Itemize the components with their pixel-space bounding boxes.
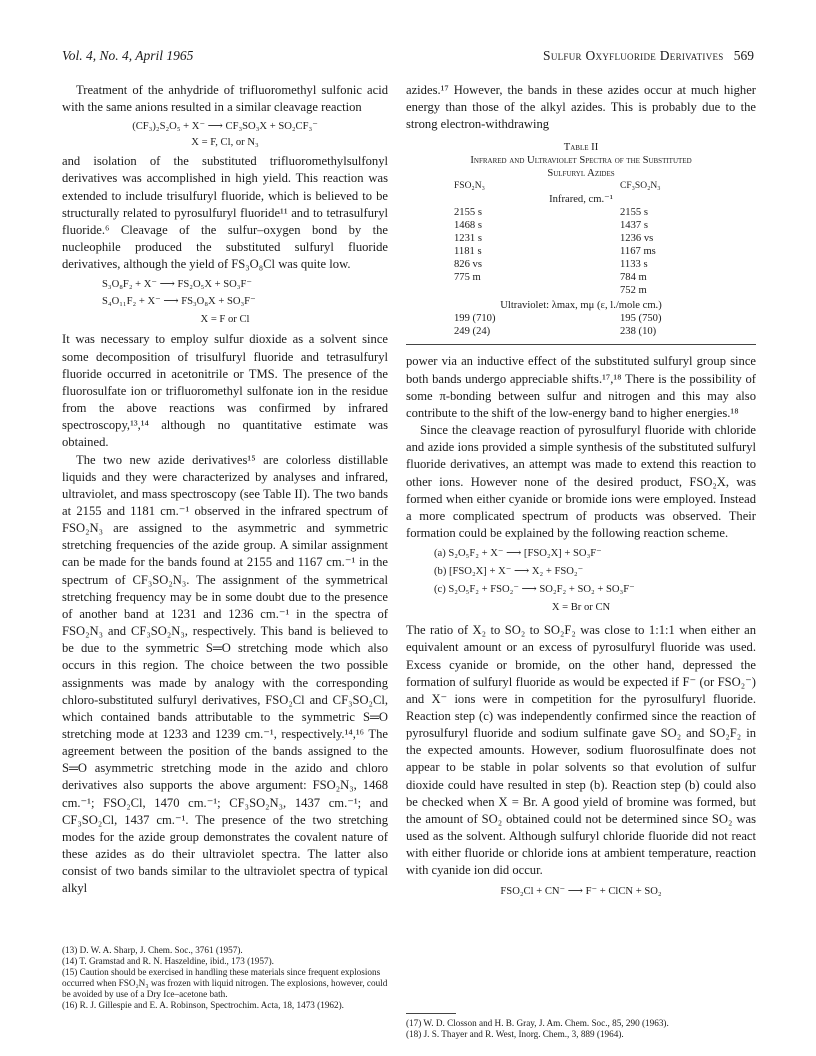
table-label: Table II	[563, 142, 599, 154]
table-uv-rows	[406, 312, 756, 338]
running-head-title	[543, 48, 754, 64]
equation: (b) [FSO₂X] + X⁻ ⟶ X₂ + FSO₂⁻	[434, 566, 584, 578]
equation-condition: X = Br or CN	[551, 602, 611, 614]
table-cell: 784 m	[620, 272, 647, 284]
column-header: CF₃SO₂N₃	[620, 181, 661, 192]
equation: (CF₃)₂S₂O₅ + X⁻ ⟶ CF₃SO₃X + SO₂CF₃⁻	[132, 121, 318, 133]
footnote-rule	[406, 1013, 456, 1014]
table-row	[406, 245, 756, 258]
equation: (a) S₂O₅F₂ + X⁻ ⟶ [FSO₂X] + SO₃F⁻	[434, 548, 602, 560]
table-row	[406, 219, 756, 232]
paragraph: The ratio of X₂ to SO₂ to SO₂F₂ was close to 1:1:1 when either an equivalent amount or an excess of pyrosulfuryl fluoride was used. Excess cyanide or bromide, on the other hand, depressed the formation of sulfuryl fluoride as would be expected if F⁻ (or FSO₂⁻) and X⁻ ions were in competition for the pyrosulfuryl fluoride. Reaction step (c) was independently confirmed since the reaction of pyrosulfuryl fluoride and sodium sulfinate gave SO₂ and SO₂F₂ in the expected amounts. However, sodium fluorosulfinate does not appear to be stable in polar solvents so that evolution of sulfur dioxide could have resulted in step (b). Reaction step (b) could also be checked when X = Br. A good yield of bromine was formed, but the amount of SO₂ obtained could not be determined since SO₂ was used as the solvent. Although sulfuryl chloride fluoride did not react with either fluoride or chloride ions at ambient temperature, reaction with cyanide ion did occur.	[406, 623, 756, 878]
table-cell: 1437 s	[620, 220, 648, 232]
footnote: (17) W. D. Closson and H. B. Gray, J. Am. Chem. Soc., 85, 290 (1963).	[406, 1018, 669, 1028]
table-caption: Infrared and Ultraviolet Spectra of the Substituted	[470, 155, 692, 167]
equation: FSO₂Cl + CN⁻ ⟶ F⁻ + ClCN + SO₂	[500, 885, 662, 897]
table-cell: 1167 ms	[620, 246, 656, 258]
table-row	[406, 284, 756, 297]
table-cell: 199 (710)	[454, 313, 496, 325]
table-cell: 1181 s	[454, 246, 482, 258]
equation-condition: X = F or Cl	[200, 314, 250, 326]
table-caption: Sulfuryl Azides	[547, 168, 615, 180]
table-cell: 1231 s	[454, 233, 482, 245]
table-section-heading: Infrared, cm.⁻¹	[549, 194, 613, 206]
table-cell: 752 m	[620, 285, 647, 297]
table-cell: 2155 s	[620, 207, 648, 219]
table-cell: 1133 s	[620, 259, 648, 271]
footnote: (14) T. Gramstad and R. N. Haszeldine, ibid., 173 (1957).	[62, 956, 274, 966]
footnotes-left	[62, 945, 388, 1011]
footnote: (18) J. S. Thayer and R. West, Inorg. Chem., 3, 889 (1964).	[406, 1029, 624, 1039]
page-number: 569	[733, 48, 754, 63]
article-short-title: Sulfur Oxyfluoride Derivatives	[543, 48, 724, 63]
footnote: (13) D. W. A. Sharp, J. Chem. Soc., 3761 (1957).	[62, 945, 243, 955]
table-row	[406, 258, 756, 271]
table-cell: 2155 s	[454, 207, 482, 219]
left-column	[62, 82, 388, 898]
table-cell: 195 (750)	[620, 313, 662, 325]
equation: S₄O₁₁F₂ + X⁻ ⟶ FS₃O₈X + SO₃F⁻	[102, 296, 256, 308]
table-row	[406, 271, 756, 284]
paragraph: It was necessary to employ sulfur dioxide as a solvent since some decomposition of trisulfuryl fluoride and tetrasulfuryl fluoride occurred in acetonitrile or TMS. The presence of the fluorosulfate ion or trifluoromethyl sulfonate ion in the residue from the above reactions was confirmed by infrared spectroscopy,¹³,¹⁴ although no quantitative estimate was obtained.	[62, 332, 388, 450]
paragraph: Since the cleavage reaction of pyrosulfuryl fluoride with chloride and azide ions provided a simple synthesis of the substituted sulfuryl fluoride derivatives, an attempt was made to extend this reaction to other ions. However none of the desired product, FSO₂X, was formed when either cyanide or bromide ions were employed. Instead a more complicated spectrum of products was observed. Their formation could be explained by the following reaction scheme.	[406, 423, 756, 541]
equation: S₃O₈F₂ + X⁻ ⟶ FS₂O₅X + SO₃F⁻	[102, 279, 252, 291]
paragraph: and isolation of the substituted trifluoromethylsulfonyl derivatives was accomplished in high yield. This reaction was extended to include trisulfuryl fluoride, which is believed to be structurally related to pyrosulfuryl fluoride¹¹ and to tetrasulfuryl fluoride.⁶ Cleavage of the sulfur–oxygen bond by the nucleophile produced the substituted sulfuryl fluoride derivatives, although the yield of FS₃O₈Cl was quite low.	[62, 154, 388, 272]
footnote: (16) R. J. Gillespie and E. A. Robinson, Spectrochim. Acta, 18, 1473 (1962).	[62, 1000, 344, 1010]
right-column	[406, 82, 756, 901]
table-cell: 238 (10)	[620, 326, 657, 338]
table-ir-rows	[406, 206, 756, 297]
paragraph: power via an inductive effect of the substituted sulfuryl group since both bands undergo appreciable shifts.¹⁷,¹⁸ There is the possibility of some π-bonding between sulfur and nitrogen and this may also contribute to the shift of the low-energy band to higher energies.¹⁸	[406, 354, 756, 420]
equation: (c) S₂O₅F₂ + FSO₂⁻ ⟶ SO₂F₂ + SO₂ + SO₃F⁻	[434, 584, 635, 596]
column-header: FSO₂N₃	[454, 181, 485, 192]
table-cell: 775 m	[454, 272, 481, 284]
paragraph: Treatment of the anhydride of trifluoromethyl sulfonic acid with the same anions resulted in a similar cleavage reaction	[62, 83, 388, 115]
table-section-heading: Ultraviolet: λmax, mμ (ε, l./mole cm.)	[500, 300, 662, 312]
table-row	[406, 232, 756, 245]
table-cell: 249 (24)	[454, 326, 491, 338]
table-ii	[406, 141, 756, 338]
table-cell: 1468 s	[454, 220, 482, 232]
footnotes-right	[406, 1018, 756, 1040]
running-head-journal: Vol. 4, No. 4, April 1965	[62, 48, 194, 63]
table-row	[406, 206, 756, 219]
table-row	[406, 325, 756, 338]
footnote: (15) Caution should be exercised in handling these materials since frequent explosions occurred when FSO₂N₃ was frozen with liquid nitrogen. The explosions, however, could be avoided by use of a Dry Ice–acetone bath.	[62, 967, 388, 999]
table-row	[406, 312, 756, 325]
paragraph: azides.¹⁷ However, the bands in these azides occur at much higher energy than those of the alkyl azides. This is probably due to the strong electron-withdrawing	[406, 83, 756, 132]
table-rule	[406, 344, 756, 345]
table-cell: 826 vs	[454, 259, 482, 271]
paragraph: The two new azide derivatives¹⁵ are colorless distillable liquids and they were characterized by analyses and infrared, ultraviolet, and mass spectroscopy (see Table II). The two bands at 2155 and 1181 cm.⁻¹ observed in the infrared spectrum of FSO₂N₃ are assigned to the asymmetric and symmetric stretching frequencies of the azide group. A similar assignment can be made for the bands found at 2155 and 1167 cm.⁻¹ in the spectrum of CF₃SO₂N₃. The assignment of the symmetrical stretching frequency may be in some doubt due to the presence of another band at 1231 and 1236 cm.⁻¹ in the spectra of FSO₂N₃ and CF₃SO₂N₃, respectively. This band is believed to be due to the symmetric S═O stretching mode which also occurs in this region. The choice between the two possible assignments was made by analogy with the corresponding chloro-substituted sulfuryl derivatives, FSO₂Cl and CF₃SO₂Cl, which contained bands attributable to the symmetric S═O stretching mode at 1233 and 1239 cm.⁻¹, respectively.¹⁴,¹⁶ The agreement between the position of the bands assigned to the S═O asymmetric stretching mode in the azido and chloro derivatives also supports the above argument: FSO₂N₃, 1468 cm.⁻¹; FSO₂Cl, 1470 cm.⁻¹; CF₃SO₂N₃, 1437 cm.⁻¹; and CF₃SO₂Cl, 1437 cm.⁻¹. The presence of the two stretching modes for the azide group demonstrates the covalent nature of these azides as do their ultraviolet spectra. The latter also consist of two bands similar to the ultraviolet spectra of typical alkyl	[62, 452, 388, 896]
table-header-row	[406, 180, 756, 193]
equation-condition: X = F, Cl, or N₃	[191, 137, 259, 149]
table-cell: 1236 vs	[620, 233, 654, 245]
